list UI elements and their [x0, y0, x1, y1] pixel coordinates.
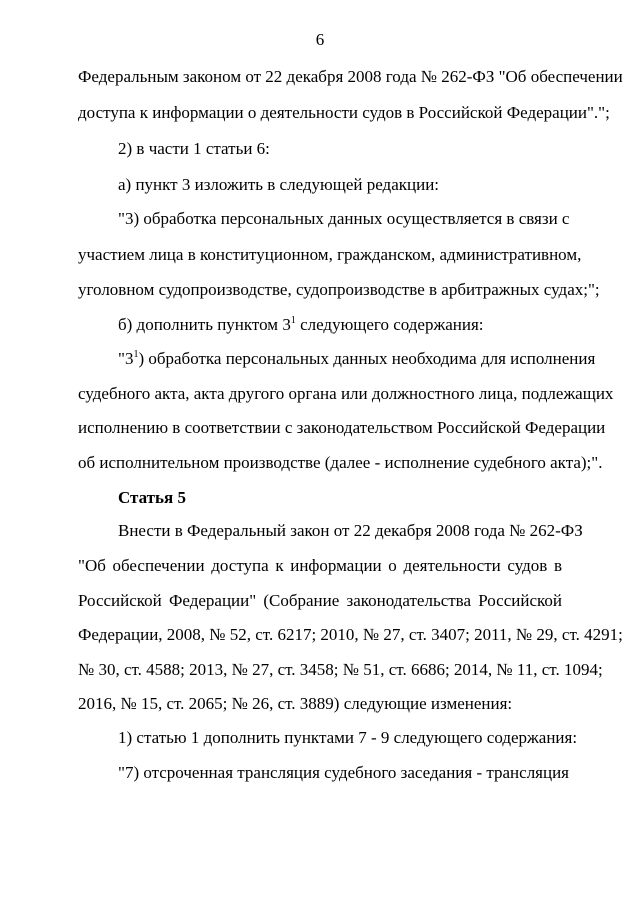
text-line: 2016, № 15, ст. 2065; № 26, ст. 3889) следующие изменения: — [78, 694, 513, 713]
text-line: исполнению в соответствии с законодательством Российской Федерации — [78, 418, 606, 437]
superscript: 1 — [290, 315, 296, 326]
text-line: Российской Федерации" (Собрание законодательства Российской — [78, 591, 562, 610]
text-line: доступа к информации о деятельности судов в Российской Федерации"."; — [78, 103, 610, 122]
text-line: Внести в Федеральный закон от 22 декабря 2008 года № 262-ФЗ — [118, 521, 583, 540]
text-line: участием лица в конституционном, гражданском, административном, — [78, 245, 582, 264]
text-segment: б) дополнить пунктом 3 — [118, 315, 291, 334]
text-line: 1) статью 1 дополнить пунктами 7 - 9 следующего содержания: — [118, 728, 578, 747]
text-line: а) пункт 3 изложить в следующей редакции: — [118, 175, 440, 194]
text-line — [118, 349, 596, 369]
superscript: 1 — [133, 349, 139, 360]
text-segment: ) обработка персональных данных необходима для исполнения — [138, 349, 596, 368]
text-line: Федеральным законом от 22 декабря 2008 года № 262-ФЗ "Об обеспечении — [78, 67, 623, 86]
text-line: судебного акта, акта другого органа или должностного лица, подлежащих — [78, 384, 614, 403]
text-segment: следующего содержания: — [295, 315, 484, 334]
text-line: 2) в части 1 статьи 6: — [118, 139, 270, 158]
text-line: об исполнительном производстве (далее - исполнение судебного акта);". — [78, 453, 603, 472]
article-heading: Статья 5 — [118, 488, 186, 507]
text-line: уголовном судопроизводстве, судопроизводстве в арбитражных судах;"; — [78, 280, 600, 299]
text-line: № 30, ст. 4588; 2013, № 27, ст. 3458; № 51, ст. 6686; 2014, № 11, ст. 1094; — [78, 660, 603, 679]
text-line: Федерации, 2008, № 52, ст. 6217; 2010, № 27, ст. 3407; 2011, № 29, ст. 4291; — [78, 625, 623, 644]
text-line: "7) отсроченная трансляция судебного заседания - трансляция — [118, 763, 570, 782]
text-line: "Об обеспечении доступа к информации о деятельности судов в — [78, 556, 562, 575]
text-segment: "3 — [118, 349, 134, 368]
text-line — [118, 315, 562, 335]
page-number: 6 — [315, 30, 325, 49]
text-line: "3) обработка персональных данных осуществляется в связи с — [118, 209, 570, 228]
